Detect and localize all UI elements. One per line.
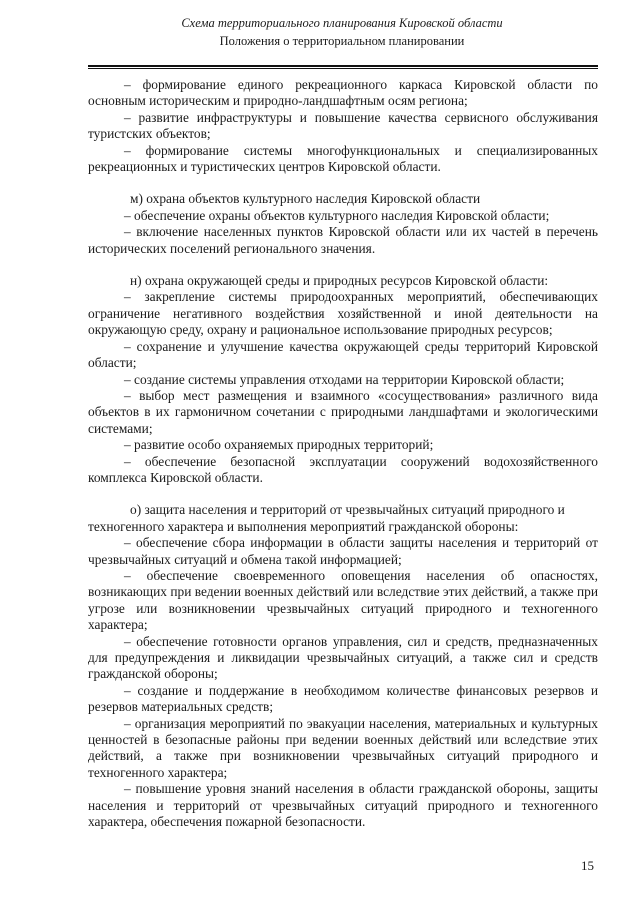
list-item: – развитие особо охраняемых природных территорий; bbox=[124, 437, 434, 453]
list-item: – формирование единого рекреационного каркаса Кировской области по основным историческим и природно-ландшафтным осям региона; bbox=[88, 77, 598, 109]
list-item: – выбор мест размещения и взаимного «сосуществования» различного вида объектов в их гармоничном сочетании с природными ландшафтами и экологическими системами; bbox=[88, 387, 598, 436]
list-item: – обеспечение охраны объектов культурного наследия Кировской области; bbox=[124, 207, 550, 223]
list-item: – сохранение и улучшение качества окружающей среды территорий Кировской области; bbox=[88, 338, 598, 371]
list-item: – обеспечение сбора информации в области защиты населения и территорий от чрезвычайных ситуаций и обмена такой информацией; bbox=[88, 535, 598, 567]
running-header-subtitle: Положения о территориальном планировании bbox=[219, 34, 465, 48]
section-heading-m: м) охрана объектов культурного наследия Кировской области bbox=[130, 191, 481, 207]
running-header-title: Схема территориального планирования Кировской области bbox=[181, 16, 503, 30]
list-item: – формирование системы многофункциональных и специализированных рекреационных и туристических центров Кировской области. bbox=[88, 142, 598, 175]
list-item: – организация мероприятий по эвакуации населения, материальных и культурных ценностей в безопасные районы при ведении военных действий или вследствие этих действий, а также при возникновении чрезвычайных ситуаций природного и техногенного характера; bbox=[88, 715, 598, 780]
list-item: – включение населенных пунктов Кировской области или их частей в перечень исторических поселений регионального значения. bbox=[88, 224, 598, 256]
list-item: – закрепление системы природоохранных мероприятий, обеспечивающих ограничение негативного воздействия хозяйственной и иной деятельности на окружающую среду, охрану и рациональное использование природных ресурсов; bbox=[88, 289, 598, 338]
paragraph-gap bbox=[88, 175, 598, 191]
list-item: – создание системы управления отходами на территории Кировской области; bbox=[124, 371, 565, 387]
list-item: – развитие инфраструктуры и повышение качества сервисного обслуживания туристских объектов; bbox=[88, 109, 598, 142]
header-rule-thin bbox=[88, 68, 598, 69]
list-item: – повышение уровня знаний населения в области гражданской обороны, защиты населения и территорий от чрезвычайных ситуаций природного и техногенного характера, обеспечения пожарной безопасности. bbox=[88, 781, 598, 830]
paragraph-gap bbox=[88, 486, 598, 502]
page-number: 15 bbox=[581, 858, 594, 873]
section-heading-n: н) охрана окружающей среды и природных ресурсов Кировской области: bbox=[130, 273, 549, 289]
header-rule bbox=[88, 65, 598, 67]
body-text bbox=[88, 77, 598, 830]
paragraph-gap bbox=[88, 257, 598, 273]
list-item: – обеспечение безопасной эксплуатации сооружений водохозяйственного комплекса Кировской области. bbox=[88, 453, 598, 485]
section-heading-o: о) защита населения и территорий от чрезвычайных ситуаций природного и техногенного характера и выполнения мероприятий гражданской обороны: bbox=[88, 502, 565, 534]
list-item: – обеспечение своевременного оповещения населения об опасностях, возникающих при ведении военных действий или вследствие этих действий, а также при угрозе или возникновении чрезвычайных ситуаций природного и техногенного характера; bbox=[88, 567, 598, 633]
list-item: – обеспечение готовности органов управления, сил и средств, предназначенных для предупреждения и ликвидации чрезвычайных ситуаций, а также сил и средств гражданской обороны; bbox=[88, 633, 598, 682]
list-item: – создание и поддержание в необходимом количестве финансовых резервов и резервов материальных средств; bbox=[88, 682, 598, 715]
